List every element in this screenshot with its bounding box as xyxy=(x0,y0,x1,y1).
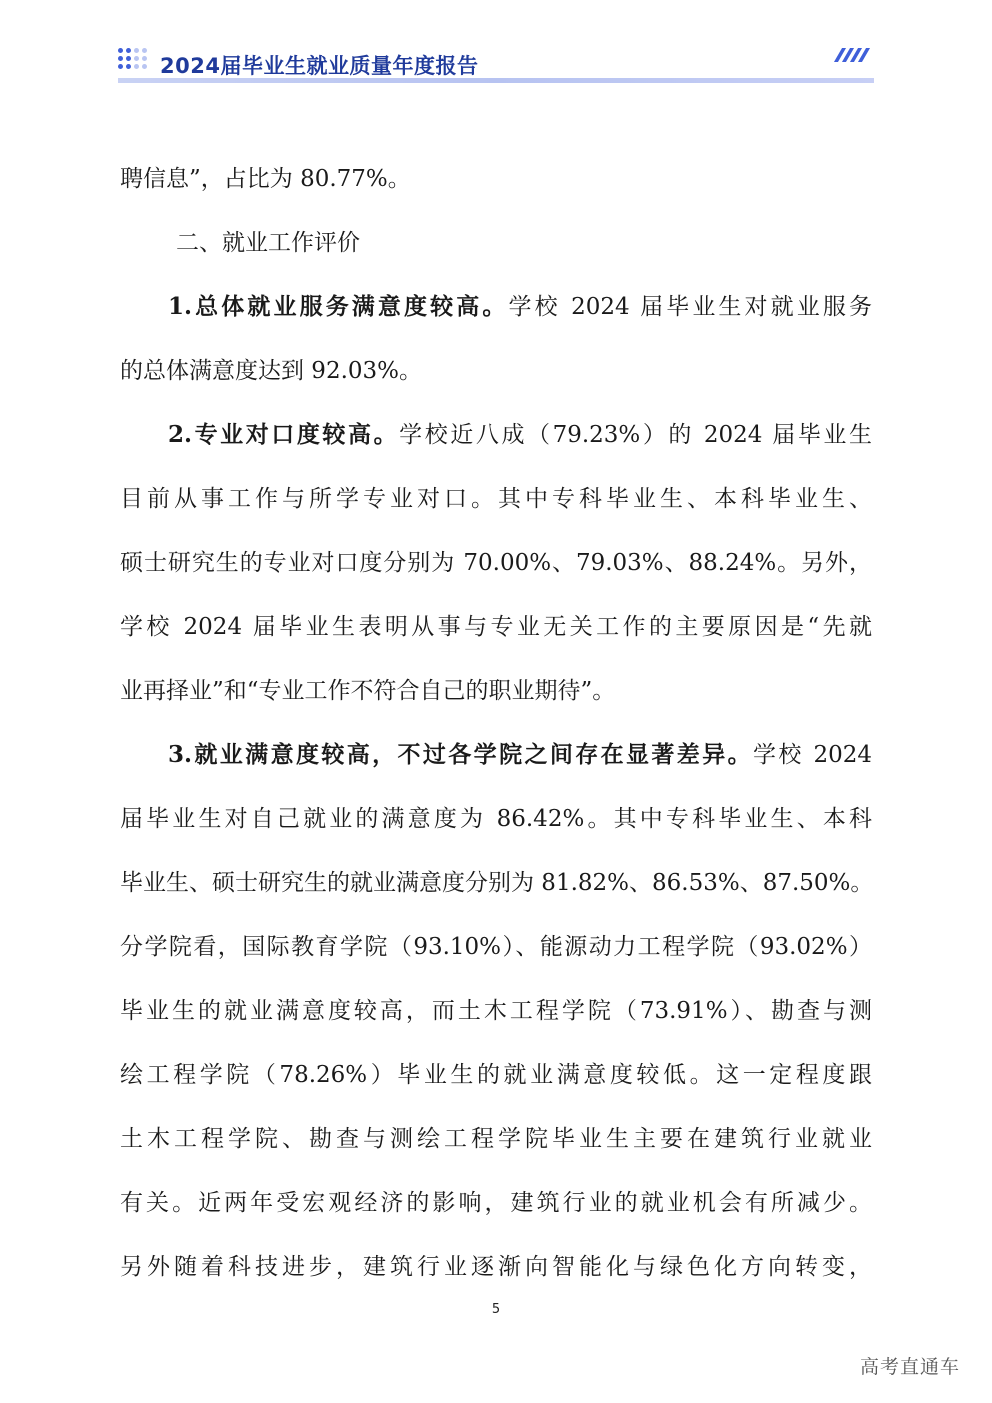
paragraph-line: 届毕业生对自己就业的满意度为 86.42%。其中专科毕业生、本科 xyxy=(120,806,872,832)
point-heading: 2.专业对口度较高。 xyxy=(168,421,400,448)
point-text: 学校近八成（79.23%）的 2024 届毕业生 xyxy=(399,422,872,448)
paragraph-line: 分学院看，国际教育学院（93.10%）、能源动力工程学院（93.02%） xyxy=(120,934,872,960)
decor-dot xyxy=(118,64,123,69)
paragraph-line: 目前从事工作与所学专业对口。其中专科毕业生、本科毕业生、 xyxy=(120,486,872,512)
decor-dot xyxy=(126,56,131,61)
point-text: 学校 2024 届毕业生对就业服务 xyxy=(508,294,872,320)
point-heading: 1.总体就业服务满意度较高。 xyxy=(168,293,509,320)
decor-dot xyxy=(142,56,147,61)
paragraph-line: 毕业生、硕士研究生的就业满意度分别为 81.82%、86.53%、87.50%。 xyxy=(120,870,874,896)
section-heading: 二、就业工作评价 xyxy=(176,230,360,256)
paragraph-line: 聘信息”，占比为 80.77%。 xyxy=(120,166,411,192)
point-heading: 3.就业满意度较高，不过各学院之间存在显著差异。 xyxy=(168,741,753,768)
slash-stripes-icon xyxy=(832,48,872,62)
paragraph-line: 业再择业”和“专业工作不符合自己的职业期待”。 xyxy=(120,678,616,704)
decor-dot xyxy=(134,48,139,53)
paragraph-line: 另外随着科技进步，建筑行业逐渐向智能化与绿色化方向转变， xyxy=(120,1254,872,1280)
page-number: 5 xyxy=(491,1302,501,1317)
paragraph-line: 有关。近两年受宏观经济的影响，建筑行业的就业机会有所减少。 xyxy=(120,1190,872,1216)
paragraph-line: 毕业生的就业满意度较高，而土木工程学院（73.91%）、勘查与测 xyxy=(120,998,872,1024)
dot-grid-icon xyxy=(118,48,152,74)
watermark-text: 高考直通车 xyxy=(859,1356,960,1378)
decor-dot xyxy=(142,48,147,53)
header-underline xyxy=(118,78,874,83)
decor-dot xyxy=(118,56,123,61)
decor-dot xyxy=(118,48,123,53)
decor-dot xyxy=(126,64,131,69)
paragraph-line: 硕士研究生的专业对口度分别为 70.00%、79.03%、88.24%。另外， xyxy=(120,550,872,576)
paragraph-line xyxy=(120,275,872,339)
paragraph-line: 学校 2024 届毕业生表明从事与专业无关工作的主要原因是“先就 xyxy=(120,614,872,640)
paragraph-line xyxy=(120,403,872,467)
report-header xyxy=(118,44,874,86)
decor-dot xyxy=(134,64,139,69)
decor-dot xyxy=(142,64,147,69)
point-text: 学校 2024 xyxy=(752,742,872,768)
paragraph-line: 的总体满意度达到 92.03%。 xyxy=(120,358,423,384)
paragraph-line: 绘工程学院（78.26%）毕业生的就业满意度较低。这一定程度跟 xyxy=(120,1062,872,1088)
decor-dot xyxy=(126,48,131,53)
report-title: 2024届毕业生就业质量年度报告 xyxy=(160,54,479,78)
decor-dot xyxy=(134,56,139,61)
paragraph-line xyxy=(120,723,872,787)
document-body xyxy=(120,147,872,1299)
paragraph-line: 土木工程学院、勘查与测绘工程学院毕业生主要在建筑行业就业 xyxy=(120,1126,872,1152)
